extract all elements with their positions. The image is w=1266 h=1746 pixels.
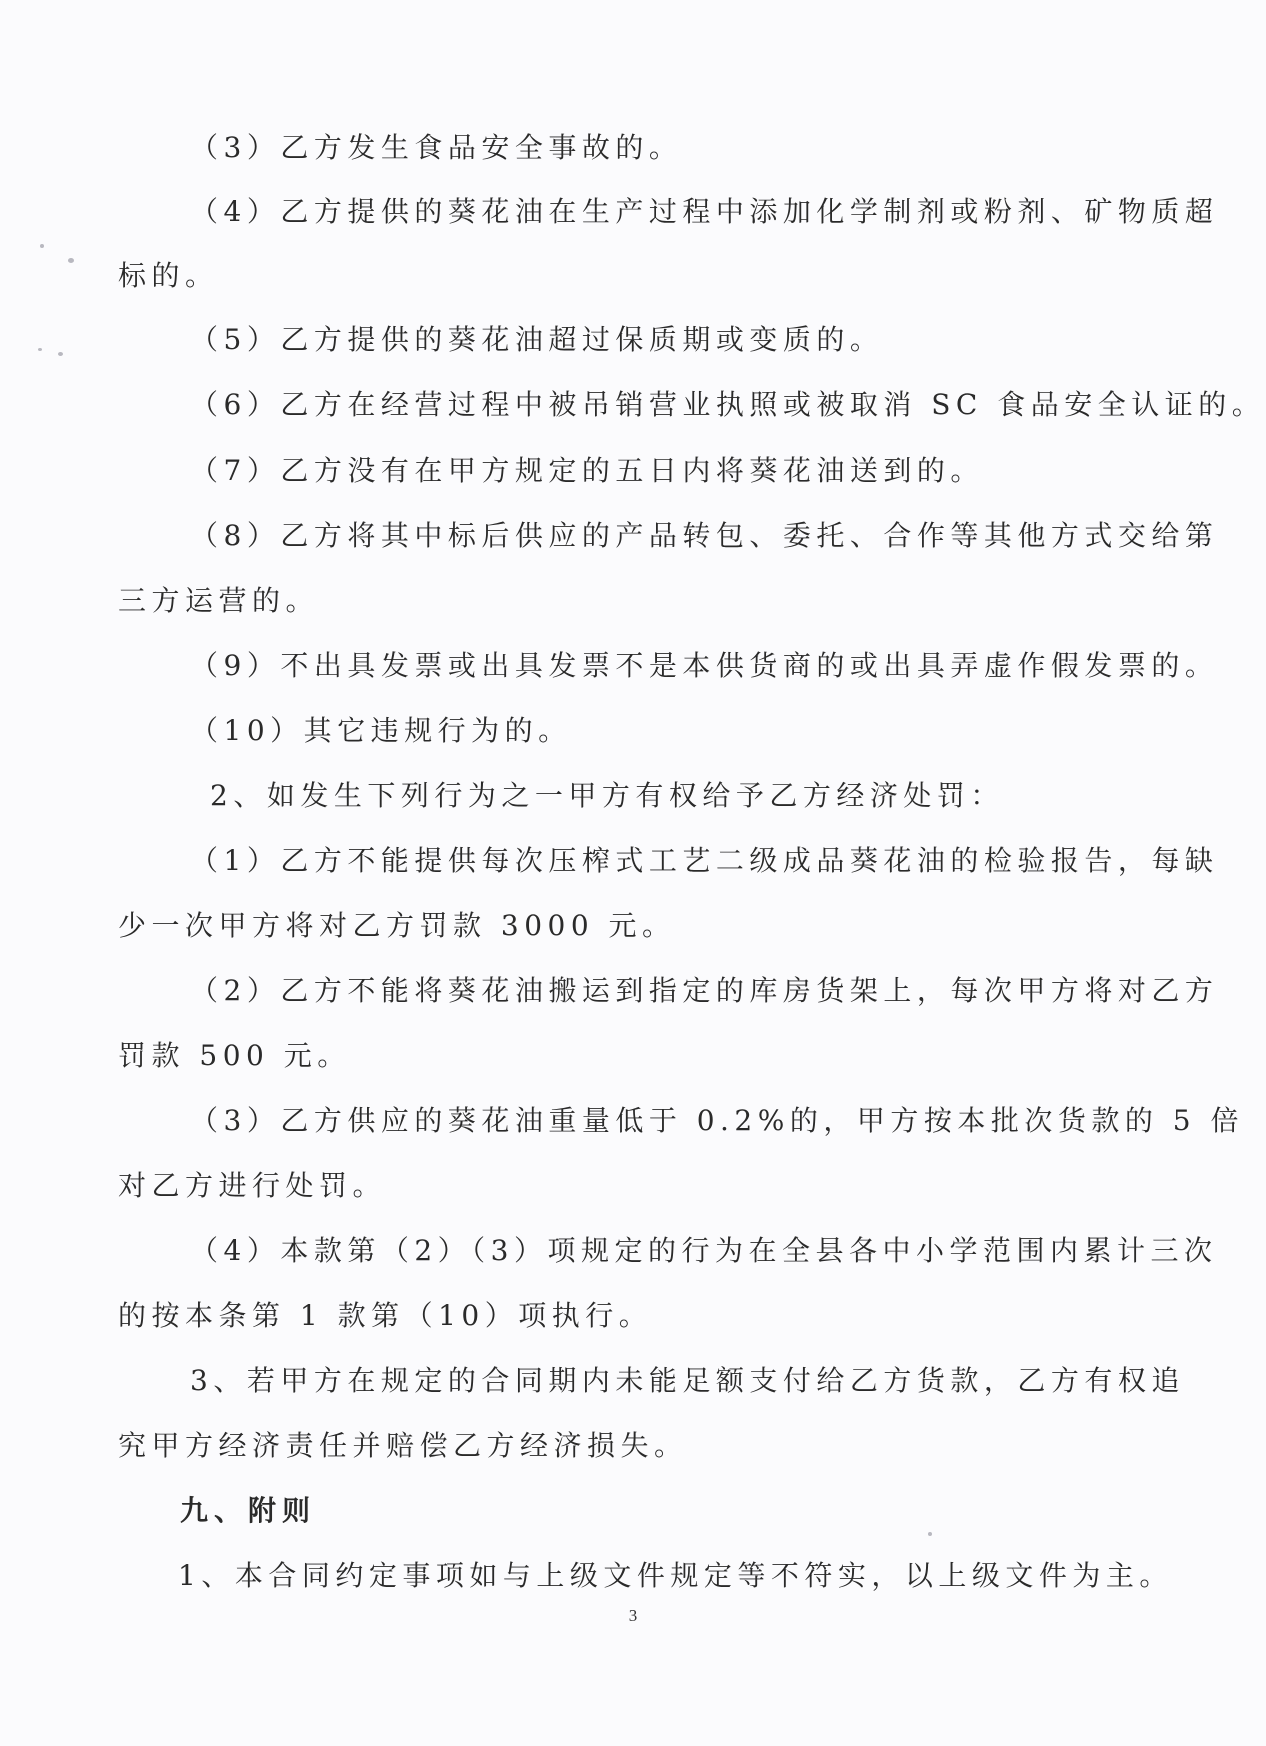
body-line: （8）乙方将其中标后供应的产品转包、委托、合作等其他方式交给第 — [190, 519, 1219, 552]
page-number: 3 — [628, 1606, 638, 1625]
body-line: （10）其它违规行为的。 — [190, 714, 572, 747]
body-line: 对乙方进行处罚。 — [118, 1169, 387, 1202]
section-heading: 九、附则 — [180, 1494, 317, 1527]
body-line: （1）乙方不能提供每次压榨式工艺二级成品葵花油的检验报告，每缺 — [190, 844, 1219, 877]
body-line: 究甲方经济责任并赔偿乙方经济损失。 — [118, 1429, 688, 1462]
scan-speck — [928, 1532, 932, 1536]
body-line: 2、如发生下列行为之一甲方有权给予乙方经济处罚： — [210, 779, 1004, 812]
body-line: 标的。 — [118, 259, 219, 292]
body-line: （5）乙方提供的葵花油超过保质期或变质的。 — [190, 323, 884, 356]
body-line: 少一次甲方将对乙方罚款 3000 元。 — [118, 909, 676, 942]
body-line: （3）乙方发生食品安全事故的。 — [190, 131, 683, 164]
body-line: （2）乙方不能将葵花油搬运到指定的库房货架上，每次甲方将对乙方 — [190, 974, 1219, 1007]
body-line: （4）乙方提供的葵花油在生产过程中添加化学制剂或粉剂、矿物质超 — [190, 195, 1219, 228]
body-line: 三方运营的。 — [118, 584, 320, 617]
body-line: 1、本合同约定事项如与上级文件规定等不符实，以上级文件为主。 — [178, 1559, 1173, 1592]
body-line: （6）乙方在经营过程中被吊销营业执照或被取消 SC 食品安全认证的。 — [190, 388, 1266, 421]
body-line: （4）本款第（2）（3）项规定的行为在全县各中小学范围内累计三次 — [190, 1234, 1218, 1267]
body-line: （3）乙方供应的葵花油重量低于 0.2%的，甲方按本批次货款的 5 倍 — [190, 1104, 1244, 1137]
scan-speck — [40, 244, 44, 248]
body-line: 罚款 500 元。 — [118, 1039, 351, 1072]
body-line: （7）乙方没有在甲方规定的五日内将葵花油送到的。 — [190, 454, 984, 487]
body-line: 3、若甲方在规定的合同期内未能足额支付给乙方货款，乙方有权追 — [190, 1364, 1185, 1397]
body-line: （9）不出具发票或出具发票不是本供货商的或出具弄虚作假发票的。 — [190, 649, 1219, 682]
body-line: 的按本条第 1 款第（10）项执行。 — [118, 1299, 653, 1332]
